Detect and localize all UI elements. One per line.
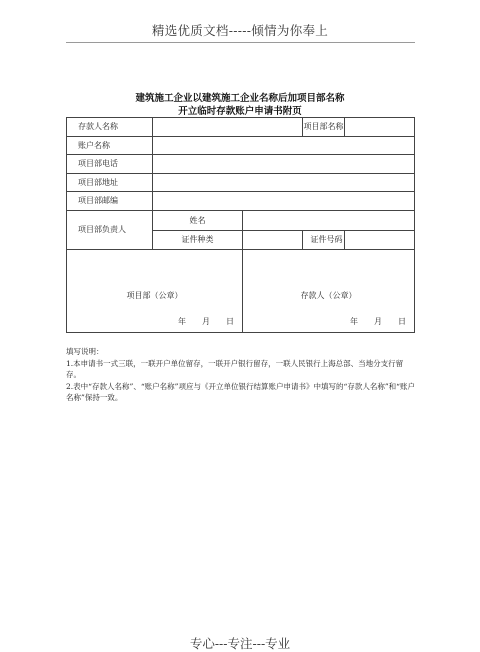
instruction-item-1: 1.本申请书一式三联，一联开户单位留存，一联开户银行留存，一联人民银行上海总部、当地分支行留存。 [66,358,404,379]
id-number-label: 证件号码 [303,230,345,249]
id-type-label: 证件种类 [153,230,243,249]
table-row [67,136,415,155]
depositor-name-field[interactable] [153,118,303,137]
project-phone-field[interactable] [153,155,415,174]
table-row [67,118,415,137]
table-row [67,192,415,211]
depositor-seal-area[interactable] [243,249,415,332]
day-label: 日 [226,316,234,326]
name-label: 姓名 [153,210,243,230]
table-row [67,210,415,230]
project-seal-label: 项目部（公章） [126,290,183,300]
project-postcode-field[interactable] [153,192,415,211]
instruction-item-2: 2.表中“存款人名称”、“账户名称”项应与《开立单位银行结算账户申请书》中填写的“存款人名称”和“账户名称”保持一致。 [66,381,415,402]
page-header: 精选优质文档-----倾情为你奉上 [151,23,329,38]
instructions-heading: 填写说明： [66,347,104,356]
account-name-label: 账户名称 [67,136,153,155]
form-title-line1: 建筑施工企业以建筑施工企业名称后加项目部名称 [135,93,345,104]
project-address-field[interactable] [153,173,415,192]
name-field[interactable] [243,210,415,230]
project-dept-name-label: 项目部名称 [303,118,345,137]
year-label: 年 [350,316,358,326]
header-divider [66,42,415,43]
year-label: 年 [178,316,186,326]
depositor-name-label: 存款人名称 [67,118,153,137]
depositor-seal-label: 存款人（公章） [300,290,357,300]
project-postcode-label: 项目部邮编 [67,192,153,211]
project-manager-label: 项目部负责人 [67,210,153,249]
day-label: 日 [398,316,406,326]
account-name-field[interactable] [153,136,415,155]
filling-instructions [66,346,416,404]
id-type-field[interactable] [243,230,303,249]
project-address-label: 项目部地址 [67,173,153,192]
month-label: 月 [202,316,210,326]
depositor-seal-date [334,316,406,327]
table-row [67,155,415,174]
month-label: 月 [374,316,382,326]
form-title-line2: 开立临时存款账户申请书附页 [178,106,302,117]
page-footer: 专心---专注---专业 [189,636,291,651]
project-seal-date [162,316,234,327]
project-dept-name-field[interactable] [345,118,415,137]
project-phone-label: 项目部电话 [67,155,153,174]
id-number-field[interactable] [345,230,415,249]
table-row [67,173,415,192]
project-seal-area[interactable] [67,249,243,332]
application-form-table [66,117,415,333]
table-row [67,249,415,332]
